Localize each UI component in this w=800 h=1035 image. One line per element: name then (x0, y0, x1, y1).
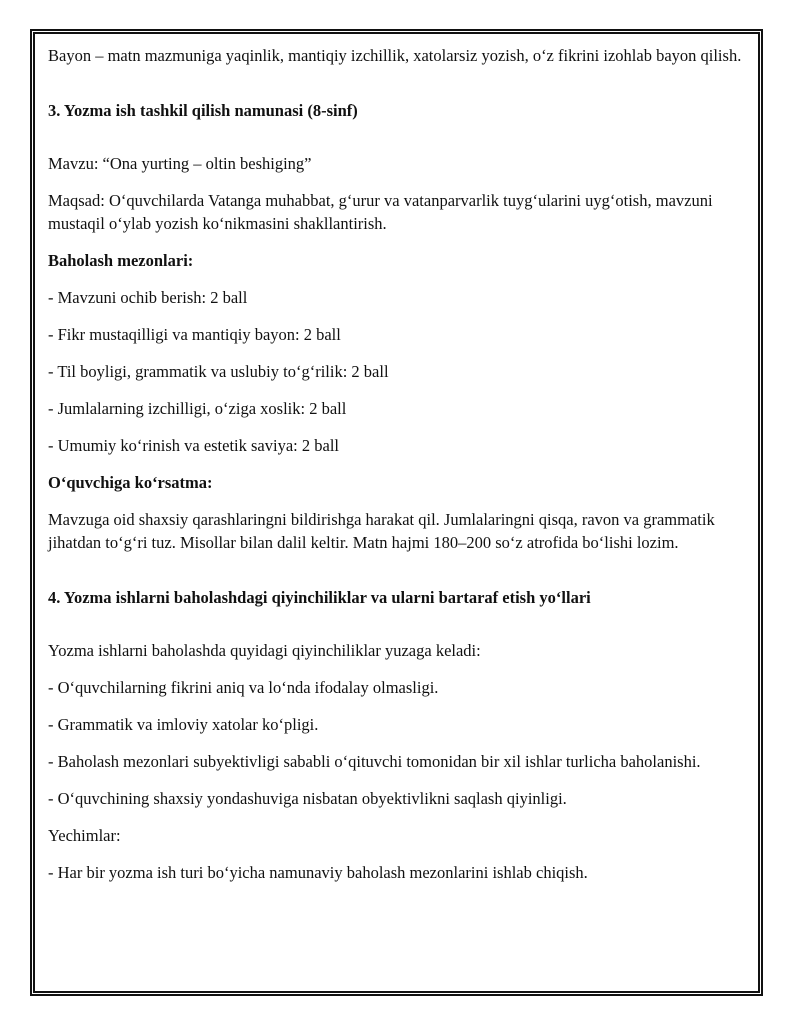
instruction-title: O‘quvchiga ko‘rsatma: (48, 473, 213, 492)
criteria-item: - Fikr mustaqilligi va mantiqiy bayon: 2 ball (48, 325, 341, 344)
topic-line: Mavzu: “Ona yurting – oltin beshiging” (48, 154, 312, 173)
intro-paragraph: Bayon – matn mazmuniga yaqinlik, mantiqiy izchillik, xatolarsiz yozish, o‘z fikrini izohlab bayon qilish. (48, 46, 742, 65)
criteria-item: - Jumlalarning izchilligi, o‘ziga xoslik: 2 ball (48, 399, 347, 418)
document-body (48, 44, 748, 898)
goal-paragraph: Maqsad: O‘quvchilarda Vatanga muhabbat, g‘urur va vatanparvarlik tuyg‘ularini uyg‘otish, mavzuni mustaqil o‘ylab yozish ko‘nikmasini shakllantirish. (48, 191, 713, 233)
problem-item: - O‘quvchining shaxsiy yondashuviga nisbatan obyektivlikni saqlash qiyinligi. (48, 789, 567, 808)
section-3-heading: 3. Yozma ish tashkil qilish namunasi (8-sinf) (48, 101, 358, 120)
problems-lead: Yozma ishlarni baholashda quyidagi qiyinchiliklar yuzaga keladi: (48, 641, 481, 660)
problem-item: - Grammatik va imloviy xatolar ko‘pligi. (48, 715, 319, 734)
criteria-item: - Mavzuni ochib berish: 2 ball (48, 288, 248, 307)
criteria-title: Baholash mezonlari: (48, 251, 194, 270)
solution-item: - Har bir yozma ish turi bo‘yicha namunaviy baholash mezonlarini ishlab chiqish. (48, 863, 588, 882)
criteria-item: - Umumiy ko‘rinish va estetik saviya: 2 ball (48, 436, 339, 455)
criteria-item: - Til boyligi, grammatik va uslubiy to‘g‘rilik: 2 ball (48, 362, 389, 381)
solutions-title: Yechimlar: (48, 826, 121, 845)
problem-item: - O‘quvchilarning fikrini aniq va lo‘nda ifodalay olmasligi. (48, 678, 439, 697)
section-4-heading: 4. Yozma ishlarni baholashdagi qiyinchiliklar va ularni bartaraf etish yo‘llari (48, 588, 591, 607)
instruction-paragraph: Mavzuga oid shaxsiy qarashlaringni bildirishga harakat qil. Jumlalaringni qisqa, ravon va grammatik jihatdan to‘g‘ri tuz. Misollar bilan dalil keltir. Matn hajmi 180–200 so‘z atrofida bo‘lishi lozim. (48, 510, 715, 552)
problem-item: - Baholash mezonlari subyektivligi sababli o‘qituvchi tomonidan bir xil ishlar turlicha baholanishi. (48, 752, 701, 771)
